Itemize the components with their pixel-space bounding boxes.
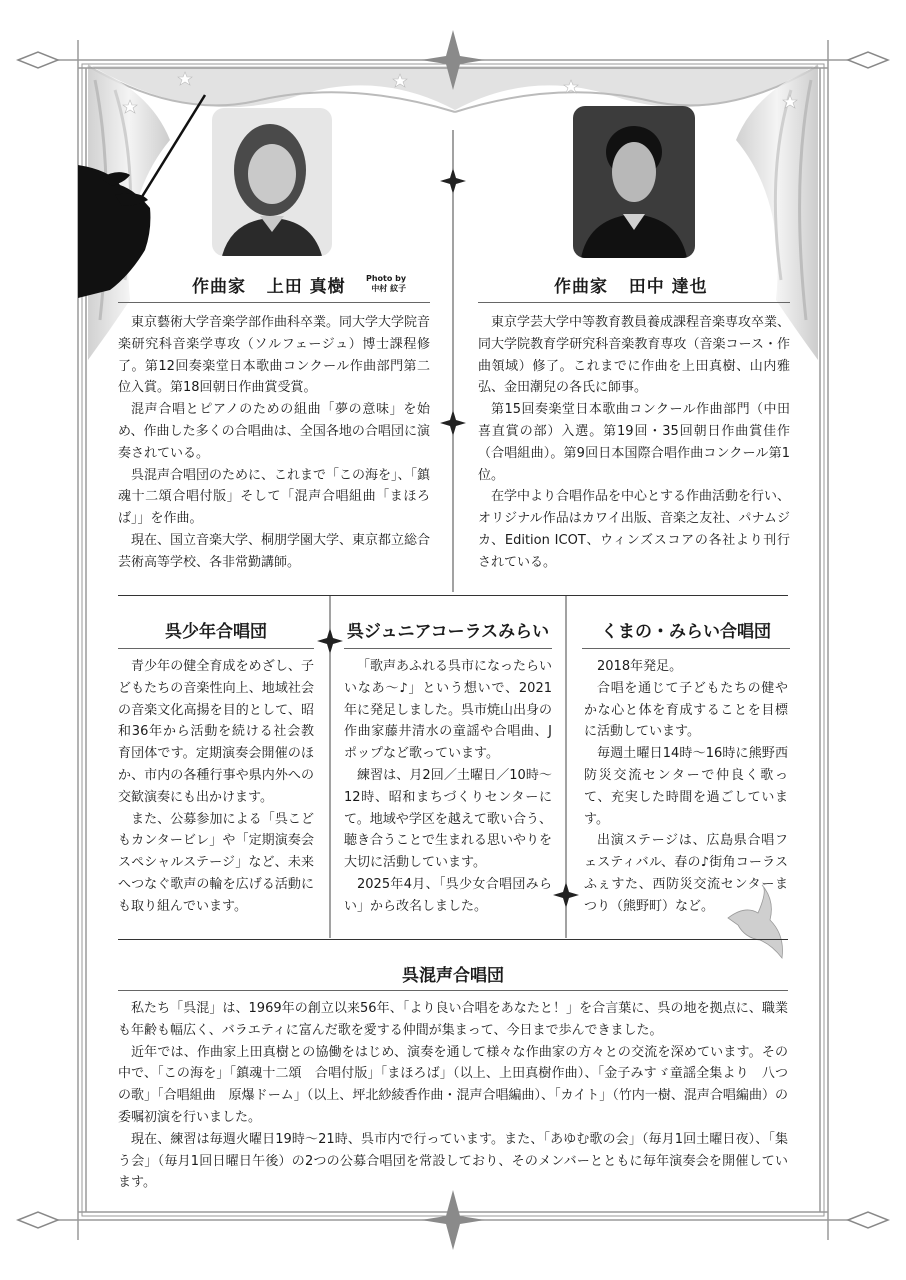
choir-paragraph: 練習は、月2回／土曜日／10時～12時、昭和まちづくりセンターにて。地域や学区を越えて歌い合う、聴き合うことで生まれる思いやりを大切に活動しています。 (344, 767, 553, 871)
divider-main-choir (118, 939, 788, 940)
choir-paragraph: 2025年4月、「呉少女合唱団みらい」から改名しました。 (344, 876, 552, 914)
photo-credit-name: 中村 紋子 (371, 284, 407, 293)
divider-composer-left (118, 302, 430, 303)
portrait-man-icon (573, 106, 695, 258)
composer-name: 田中 達也 (628, 277, 708, 297)
bio-paragraph: 在学中より合唱作品を中心とする作曲活動を行い、オリジナル作品はカワイ出版、音楽之友社、パナムジカ、Edition ICOT、ウィンズスコアの各社より刊行されている。 (478, 489, 791, 570)
composer-title: 作曲家 (192, 277, 246, 297)
composer-name: 上田 真樹 (266, 277, 346, 297)
choir-paragraph: 合唱を通じて子どもたちの健やかな心と体を育成することを目標に活動しています。 (584, 680, 788, 740)
sparkle-bottom (421, 1190, 485, 1250)
bio-paragraph: 現在、国立音楽大学、桐朋学園大学、東京都立総合芸術高等学校、各非常勤講師。 (118, 532, 431, 570)
divider-section (118, 595, 788, 596)
main-choir-paragraph: 近年では、作曲家上田真樹との協働をはじめ、演奏を通して様々な作曲家の方々との交流を深めています。その中で、「この海を」「鎮魂十二頌 合唱付版」「まほろば」（以上、上田真樹作曲）、「金子みすゞ童謡全集より 八つの歌」「合唱組曲 原爆ドーム」（以上、坪北紗綾香作曲・混声合唱編曲）、「カイト」（竹内一樹、混声合唱編曲）の委嘱初演を行いました。 (118, 1044, 788, 1125)
main-choir-text (118, 998, 788, 1194)
composer-title: 作曲家 (554, 277, 608, 297)
choir-paragraph: 「歌声あふれる呉市になったらいいなあ～♪」という想いで、2021年に発足しました。呉市焼山出身の作曲家藤井清水の童謡や合唱曲、Jポップなど歌っています。 (344, 659, 553, 762)
portrait-woman-icon (212, 108, 332, 256)
choir-paragraph: 2018年発足。 (597, 659, 683, 674)
main-choir-name: 呉混声合唱団 (402, 966, 504, 986)
composer-bio-ueda (118, 312, 430, 574)
choir-text-kure-junior (344, 656, 552, 918)
divider-composer-right (478, 302, 790, 303)
photo-credit (366, 274, 406, 294)
choir-paragraph: また、公募参加による「呉こどもカンタービレ」や「定期演奏会スペシャルステージ」など、未来へつなぐ歌声の輪を広げる活動にも取り組んでいます。 (118, 811, 314, 914)
choir-text-kumano (584, 656, 788, 918)
composer-bio-tanaka (478, 312, 790, 574)
choir-name-kumano: くまの・みらい合唱団 (601, 622, 771, 642)
bio-paragraph: 東京学芸大学中等教育教員養成課程音楽専攻卒業、同大学院教育学研究科音楽教育専攻（音楽コース・作曲領域）修了。これまでに作曲を上田真樹、山内雅弘、金田潮兒の各氏に師事。 (478, 315, 791, 396)
composer-photo-tanaka (573, 106, 695, 258)
bio-paragraph: 混声合唱とピアノのための組曲「夢の意味」を始め、作曲した多くの合唱曲は、全国各地の合唱団に演奏されている。 (118, 402, 430, 461)
main-choir-divider (118, 990, 788, 991)
bio-paragraph: 東京藝術大学音楽学部作曲科卒業。同大学大学院音楽研究科音楽学専攻（ソルフェージュ）博士課程修了。第12回奏楽堂日本歌曲コンクール作曲部門第二位入賞。第18回朝日作曲賞受賞。 (118, 315, 431, 396)
composer-name-ueda (192, 272, 346, 297)
choir-divider (582, 648, 790, 649)
bio-paragraph: 呉混声合唱団のために、これまで「この海を」、「鎮魂十二頌合唱付版」そして「混声合唱組曲「まほろば」」を作曲。 (118, 467, 431, 527)
composer-name-tanaka (554, 272, 708, 297)
choir-paragraph: 青少年の健全育成をめざし、子どもたちの音楽性向上、地域社会の音楽文化高揚を目的として、昭和36年から活動を続ける社会教育団体です。定期演奏会開催のほか、市内の各種行事や県内外への交歓演奏にも出かけます。 (118, 659, 314, 805)
choir-divider (118, 648, 314, 649)
photo-credit-label: Photo by (366, 274, 407, 283)
choir-name-kure-boys: 呉少年合唱団 (165, 622, 267, 642)
composer-photo-ueda (212, 108, 332, 256)
choir-name-kure-junior: 呉ジュニアコーラスみらい (346, 622, 550, 642)
choir-divider (344, 648, 552, 649)
bio-paragraph: 第15回奏楽堂日本歌曲コンクール作曲部門（中田喜直賞の部）入選。第19回・35回朝日作曲賞佳作（合唱組曲）。第9回日本国際合唱作曲コンクール第1位。 (478, 402, 790, 483)
choir-text-kure-boys (118, 656, 314, 918)
choir-paragraph: 毎週土曜日14時～16時に熊野西防災交流センターで仲良く歌って、充実した時間を過ごしています。 (584, 746, 788, 827)
main-choir-paragraph: 現在、練習は毎週火曜日19時～21時、呉市内で行っています。また、「あゆむ歌の会」（毎月1回土曜日夜）、「集う会」（毎月1回日曜日午後）の2つの公募合唱団を常設しており、そのメンバーとともに毎年演奏会を開催しています。 (118, 1131, 788, 1191)
choir-paragraph: 出演ステージは、広島県合唱フェスティバル、春の♪街角コーラスふぇすた、西防災交流センターまつり（熊野町）など。 (584, 833, 788, 914)
main-choir-paragraph: 私たち「呉混」は、1969年の創立以来56年、「より良い合唱をあなたと！」を合言葉に、呉の地を拠点に、職業も年齢も幅広く、バラエティに富んだ歌を愛する仲間が集まって、今日まで歩んできました。 (118, 1001, 788, 1038)
